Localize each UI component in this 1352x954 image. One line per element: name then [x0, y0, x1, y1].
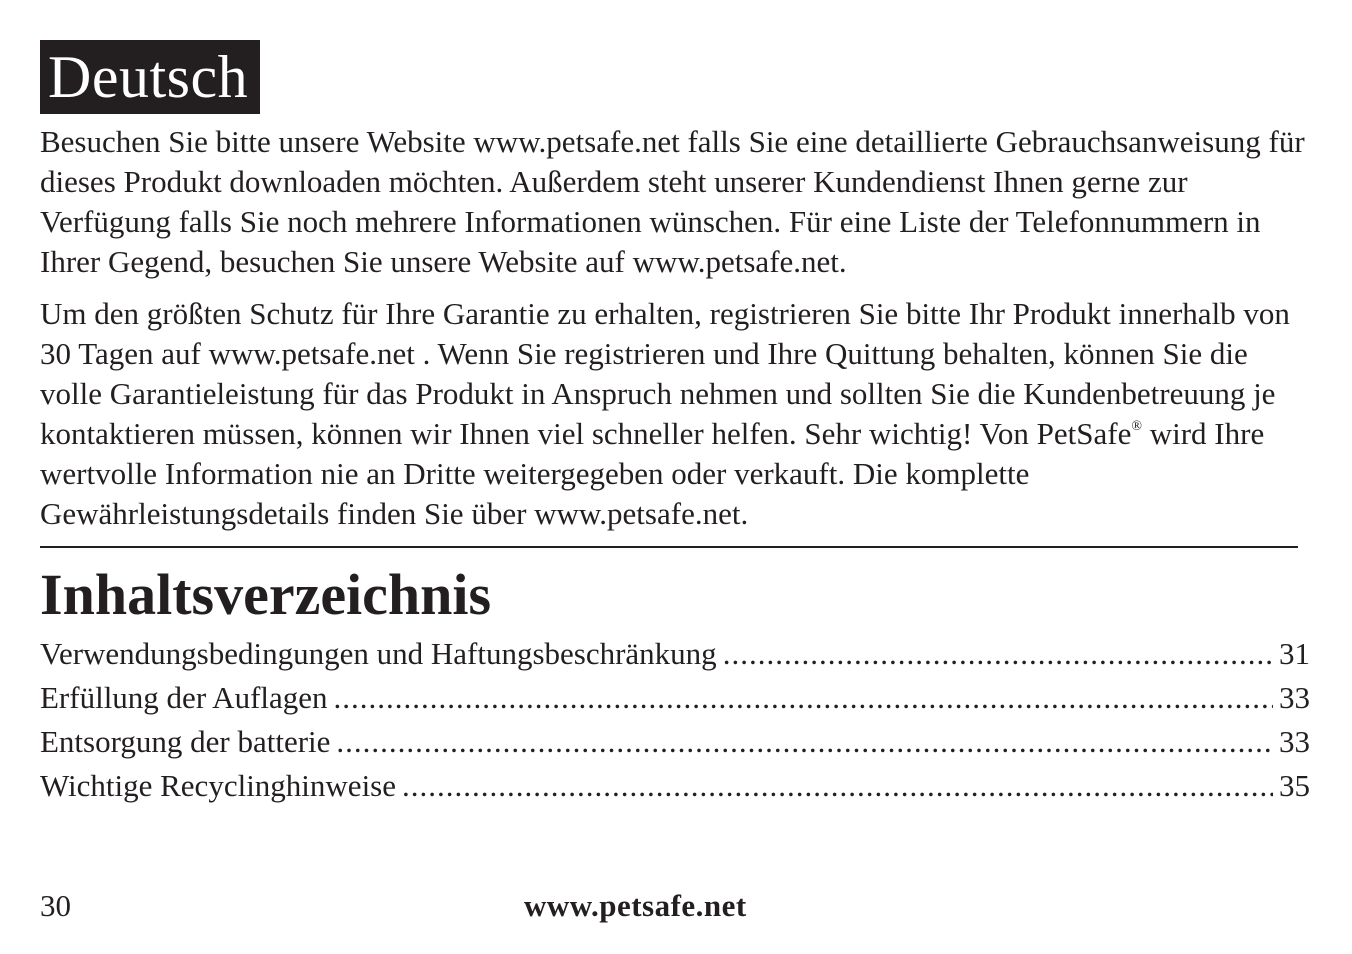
toc-entry-label: Verwendungsbedingungen und Haftungsbeschränkung	[40, 636, 717, 671]
section-divider	[40, 546, 1298, 548]
toc-leader-dots	[402, 764, 1273, 808]
toc-leader-dots	[723, 632, 1273, 676]
manual-page	[40, 40, 1310, 808]
toc-entry-page: 31	[1279, 636, 1310, 671]
toc-entry-page: 33	[1279, 724, 1310, 759]
toc-title: Inhaltsverzeichnis	[40, 562, 492, 627]
page-footer	[40, 886, 1310, 926]
toc-leader-dots	[336, 720, 1273, 764]
toc-entry-label: Erfüllung der Auflagen	[40, 680, 328, 715]
toc-entry-label: Entsorgung der batterie	[40, 724, 331, 759]
registered-trademark-mark: ®	[1131, 419, 1142, 434]
toc-list	[40, 632, 1310, 808]
warranty-text-end: wird Ihre wertvolle Information nie an Dritte weitergegeben oder verkauft. Die komplette Gewährleistungsdetails finden Sie über www.petsafe.net.	[40, 416, 1265, 531]
toc-entry-recycling[interactable]	[40, 764, 1310, 808]
toc-entry-terms-of-use[interactable]	[40, 632, 1310, 676]
footer-website-link[interactable]: www.petsafe.net	[524, 888, 747, 923]
language-badge: Deutsch	[40, 40, 260, 114]
toc-entry-page: 35	[1279, 768, 1310, 803]
intro-paragraph-website: Besuchen Sie bitte unsere Website www.petsafe.net falls Sie eine detaillierte Gebrauchsanweisung für dieses Produkt downloaden möchten. Außerdem steht unserer Kundendienst Ihnen gerne zur Verfügung falls Sie noch mehrere Informationen wünschen. Für eine Liste der Telefonnummern in Ihrer Gegend, besuchen Sie unsere Website auf www.petsafe.net.	[40, 124, 1305, 279]
intro-paragraph-warranty	[40, 294, 1310, 534]
toc-leader-dots	[334, 676, 1273, 720]
toc-entry-compliance[interactable]	[40, 676, 1310, 720]
footer-page-number: 30	[40, 888, 71, 923]
warranty-text-start: Um den größten Schutz für Ihre Garantie zu erhalten, registrieren Sie bitte Ihr Produkt innerhalb von 30 Tagen auf www.petsafe.net . Wenn Sie registrieren und Ihre Quittung behalten, können Sie die volle Garantieleistung für das Produkt in Anspruch nehmen und sollten Sie die Kundenbetreuung je kontaktieren müssen, können wir Ihnen viel schneller helfen. Sehr wichtig! Von PetSafe	[40, 296, 1290, 451]
toc-entry-battery-disposal[interactable]	[40, 720, 1310, 764]
toc-entry-label: Wichtige Recyclinghinweise	[40, 768, 397, 803]
toc-entry-page: 33	[1279, 680, 1310, 715]
